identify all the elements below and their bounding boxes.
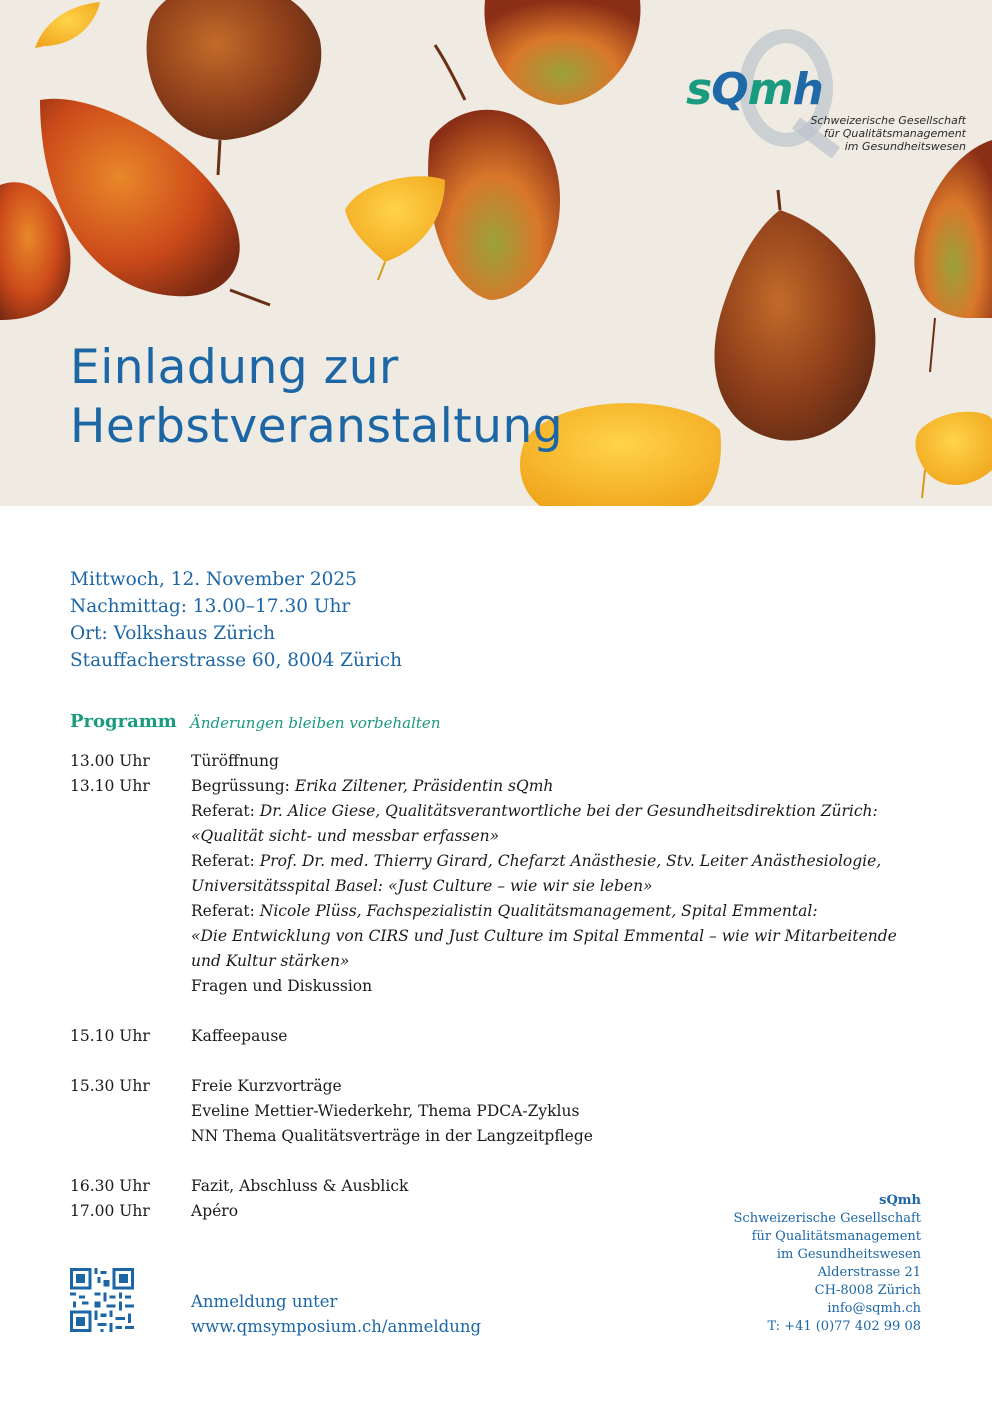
leaf-center [428, 110, 560, 300]
contact-line: im Gesundheitswesen [776, 1247, 921, 1262]
agenda-line: Fazit, Abschluss & Ausblick [191, 1177, 409, 1195]
leaf-brown-right [714, 210, 875, 441]
leaf-yellow-small [35, 2, 100, 48]
sqmh-logo [686, 28, 966, 158]
title-line-2: Herbstveranstaltung [70, 399, 564, 454]
agenda-line: Türöffnung [191, 752, 279, 770]
agenda-line: Freie Kurzvorträge [191, 1077, 342, 1095]
agenda-line: Referat: Prof. Dr. med. Thierry Girard, Chefarzt Anästhesie, Stv. Leiter Anästhesiologie, [191, 852, 882, 870]
agenda-row [70, 749, 910, 774]
program-header [70, 711, 441, 732]
event-date: Mittwoch, 12. November 2025 [70, 569, 357, 590]
registration-label: Anmeldung unter [191, 1292, 338, 1311]
contact-line: Schweizerische Gesellschaft [733, 1211, 921, 1226]
agenda-line: Referat: Nicole Plüss, Fachspezialistin Qualitätsmanagement, Spital Emmental: [191, 902, 818, 920]
contact-phone[interactable]: T: +41 (0)77 402 99 08 [767, 1319, 921, 1334]
leaf-ginkgo-right [915, 412, 992, 485]
program-agenda [70, 749, 910, 1224]
program-note: Änderungen bleiben vorbehalten [190, 714, 441, 732]
contact-street: Alderstrasse 21 [817, 1265, 921, 1280]
program-title: Programm [70, 711, 177, 732]
event-venue: Ort: Volkshaus Zürich [70, 623, 276, 644]
registration-info [191, 1289, 481, 1339]
logo-subtitle: Schweizerische Gesellschaft für Qualitätsmanagement im Gesundheitswesen [810, 114, 966, 153]
logo-wordmark: sQmh [686, 64, 823, 115]
agenda-line: Referat: Dr. Alice Giese, Qualitätsverantwortliche bei der Gesundheitsdirektion Zürich: [191, 802, 878, 820]
agenda-time: 15.30 Uhr [70, 1077, 150, 1095]
agenda-line: Fragen und Diskussion [191, 977, 373, 995]
contact-block [734, 1192, 921, 1336]
agenda-line: und Kultur stärken» [191, 952, 350, 970]
agenda-time: 13.00 Uhr [70, 752, 150, 770]
leaf-ginkgo-center [345, 176, 445, 262]
page-title [70, 338, 563, 456]
event-time: Nachmittag: 13.00–17.30 Uhr [70, 596, 351, 617]
agenda-time: 13.10 Uhr [70, 777, 150, 795]
agenda-row [70, 1074, 910, 1149]
agenda-row [70, 774, 910, 999]
contact-line: für Qualitätsmanagement [751, 1229, 921, 1244]
event-details [70, 566, 402, 674]
agenda-time: 15.10 Uhr [70, 1027, 150, 1045]
agenda-line: Kaffeepause [191, 1027, 288, 1045]
agenda-line: Eveline Mettier-Wiederkehr, Thema PDCA-Zyklus [191, 1102, 580, 1120]
agenda-time: 16.30 Uhr [70, 1177, 150, 1195]
qr-code-icon[interactable] [70, 1268, 134, 1332]
contact-city: CH-8008 Zürich [814, 1283, 921, 1298]
agenda-line: «Die Entwicklung von CIRS und Just Culture im Spital Emmental – wie wir Mitarbeitende [191, 927, 897, 945]
title-line-1: Einladung zur [70, 340, 399, 395]
contact-email[interactable]: info@sqmh.ch [827, 1301, 921, 1316]
registration-link[interactable]: www.qmsymposium.ch/anmeldung [191, 1317, 482, 1336]
agenda-line: Begrüssung: Erika Ziltener, Präsidentin sQmh [191, 777, 554, 795]
agenda-line: Apéro [191, 1202, 239, 1220]
agenda-row [70, 1024, 910, 1049]
event-address: Stauffacherstrasse 60, 8004 Zürich [70, 650, 402, 671]
leaf-far-right [914, 140, 992, 318]
leaf-brown-top [147, 0, 322, 140]
agenda-time: 17.00 Uhr [70, 1202, 150, 1220]
agenda-line: «Qualität sicht- und messbar erfassen» [191, 827, 500, 845]
agenda-line: NN Thema Qualitätsverträge in der Langzeitpflege [191, 1127, 593, 1145]
leaf-top-right [484, 0, 640, 105]
header-banner [0, 0, 992, 506]
contact-org: sQmh [879, 1193, 921, 1208]
agenda-line: Universitätsspital Basel: «Just Culture – wie wir sie leben» [191, 877, 653, 895]
